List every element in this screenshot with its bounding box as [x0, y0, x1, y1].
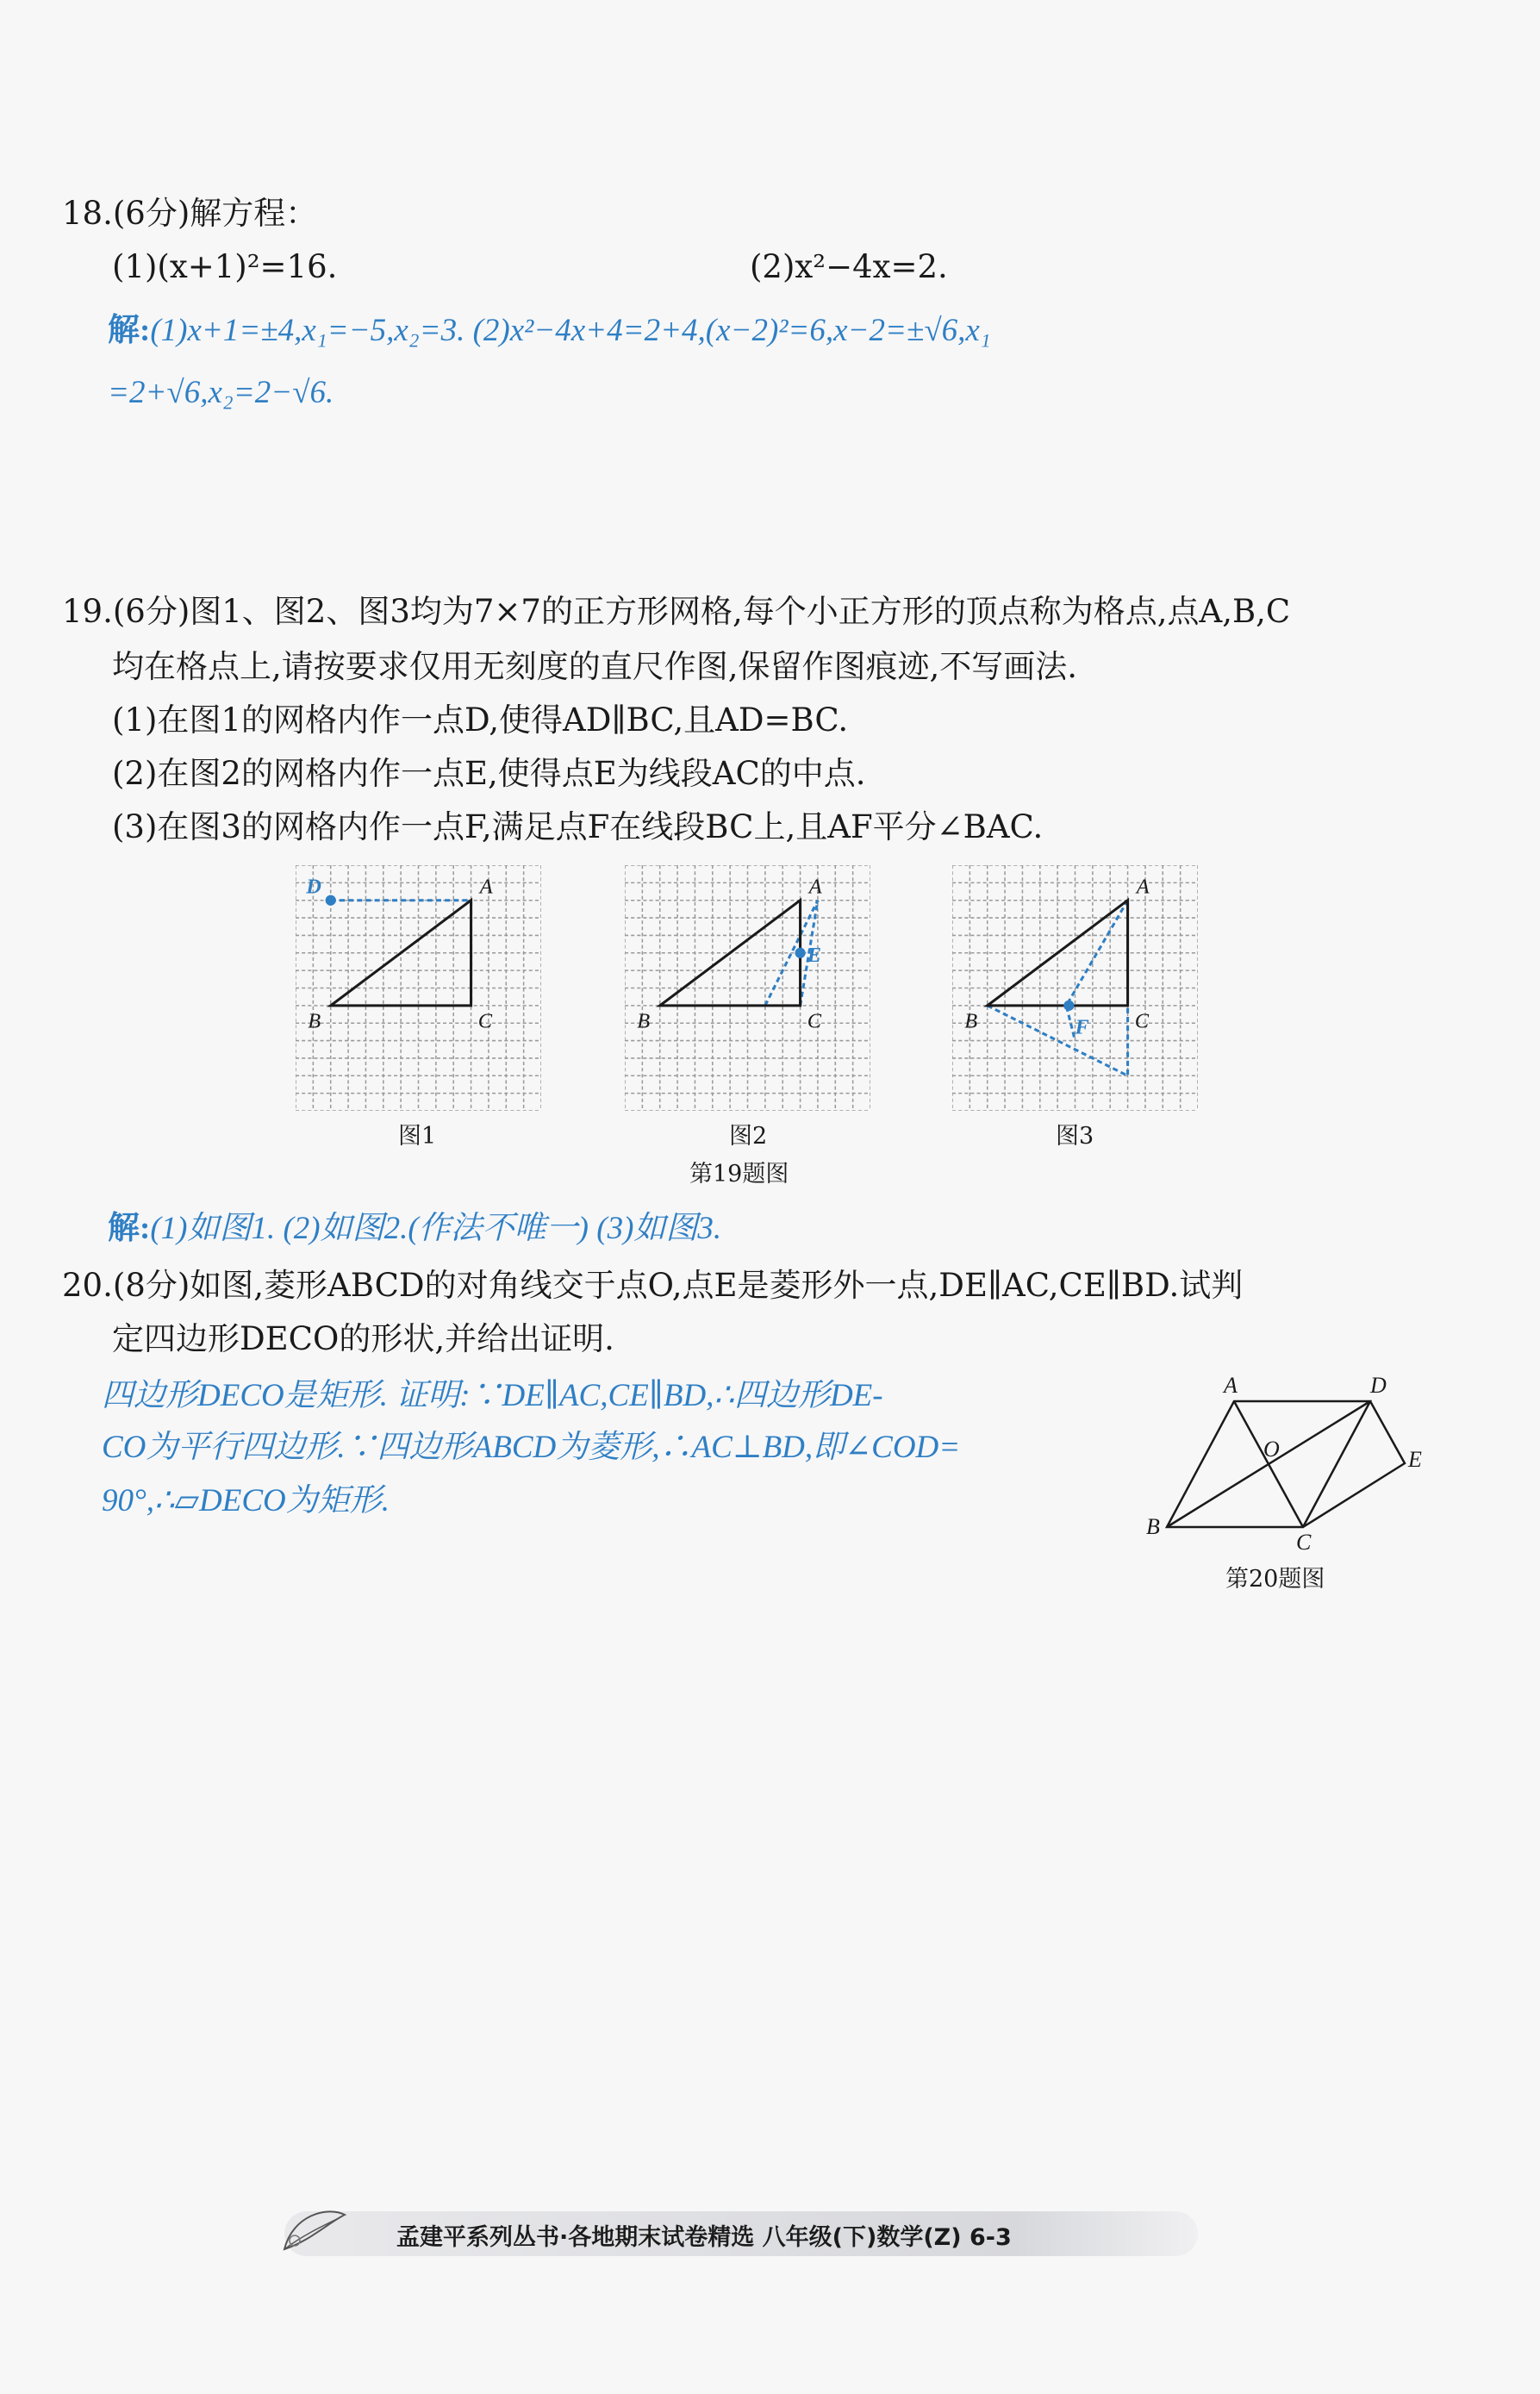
label-o-20: O [1263, 1437, 1280, 1462]
label-e-20: E [1408, 1447, 1422, 1472]
diagonal-bd [1167, 1401, 1370, 1527]
figure-1 [296, 865, 541, 1111]
label-a-2: A [808, 875, 822, 899]
point-f [1063, 1001, 1074, 1011]
q19-answer [108, 1208, 721, 1250]
label-d: D [306, 875, 321, 899]
label-c-20: C [1296, 1530, 1312, 1555]
q19-line3: (1)在图1的网格内作一点D,使得AD∥BC,且AD=BC. [112, 701, 849, 739]
q18-answer-label: 解: [108, 313, 151, 348]
q20-answer-line1: 四边形DECO是矩形. 证明:∵DE∥AC,CE∥BD,∴四边形DE- [102, 1378, 883, 1413]
point-d [326, 895, 336, 906]
label-c-3: C [1134, 1009, 1149, 1033]
q20-line2: 定四边形DECO的形状,并给出证明. [112, 1320, 614, 1357]
leaf-logo-icon [276, 2189, 353, 2266]
q18-title: 18.(6分)解方程： [62, 195, 318, 232]
q19-line2: 均在格点上,请按要求仅用无刻度的直尺作图,保留作图痕迹,不写画法. [112, 648, 1078, 685]
q20-line1: 20.(8分)如图,菱形ABCD的对角线交于点O,点E是菱形外一点,DE∥AC,CE∥BD.试判 [62, 1267, 1244, 1304]
label-b-2: B [637, 1009, 651, 1033]
label-a-1: A [479, 875, 493, 899]
label-a-20: A [1224, 1373, 1238, 1398]
grid-3 [952, 865, 1198, 1111]
label-f: F [1075, 1015, 1089, 1039]
label-d-20: D [1370, 1373, 1387, 1398]
label-b-20: B [1146, 1514, 1160, 1539]
point-e [795, 948, 805, 958]
fig2-caption: 图2 [729, 1123, 768, 1150]
q20-answer-line2: CO为平行四边形.∵四边形ABCD为菱形,∴AC⊥BD,即∠COD= [102, 1430, 961, 1465]
footer-text: 孟建平系列丛书·各地期末试卷精选 八年级(下)数学(Z) 6-3 [396, 2224, 1012, 2251]
q18-answer-line2: =2+√6,x₂=2−√6. [108, 375, 334, 410]
q18-part2: (2)x²−4x=2. [750, 248, 948, 285]
grid-2 [625, 865, 870, 1111]
label-e: E [807, 943, 821, 967]
q19-line1: 19.(6分)图1、图2、图3均为7×7的正方形网格,每个小正方形的顶点称为格点,点A,B,C [62, 593, 1291, 630]
fig1-caption: 图1 [398, 1123, 437, 1150]
figure-20 [1138, 1370, 1439, 1555]
q20-answer-line3: 90°,∴▱DECO为矩形. [102, 1483, 390, 1518]
label-c-1: C [477, 1009, 492, 1033]
q18-answer-line1 [108, 310, 991, 352]
lines-de-ce [1303, 1401, 1405, 1527]
q20-figure-caption: 第20题图 [1225, 1566, 1325, 1593]
q18-part1: (1)(x+1)²=16. [112, 248, 338, 285]
fig3-caption: 图3 [1056, 1123, 1094, 1150]
label-b-1: B [308, 1009, 321, 1033]
q18-answer-text1: (1)x+1=±4,x₁=−5,x₂=3. (2)x²−4x+4=2+4,(x−2)²=6,x−2=±√6,x₁ [150, 313, 991, 348]
q19-answer-label: 解: [108, 1211, 151, 1246]
figure-3 [952, 865, 1198, 1111]
figure-2 [625, 865, 870, 1111]
q19-answer-text: (1)如图1. (2)如图2.(作法不唯一) (3)如图3. [150, 1211, 722, 1246]
q19-line5: (3)在图3的网格内作一点F,满足点F在线段BC上,且AF平分∠BAC. [112, 808, 1044, 845]
label-b-3: B [964, 1009, 978, 1033]
label-c-2: C [807, 1009, 821, 1033]
q19-line4: (2)在图2的网格内作一点E,使得点E为线段AC的中点. [112, 755, 866, 792]
q19-figure-caption: 第19题图 [689, 1161, 789, 1188]
label-a-3: A [1136, 875, 1150, 899]
